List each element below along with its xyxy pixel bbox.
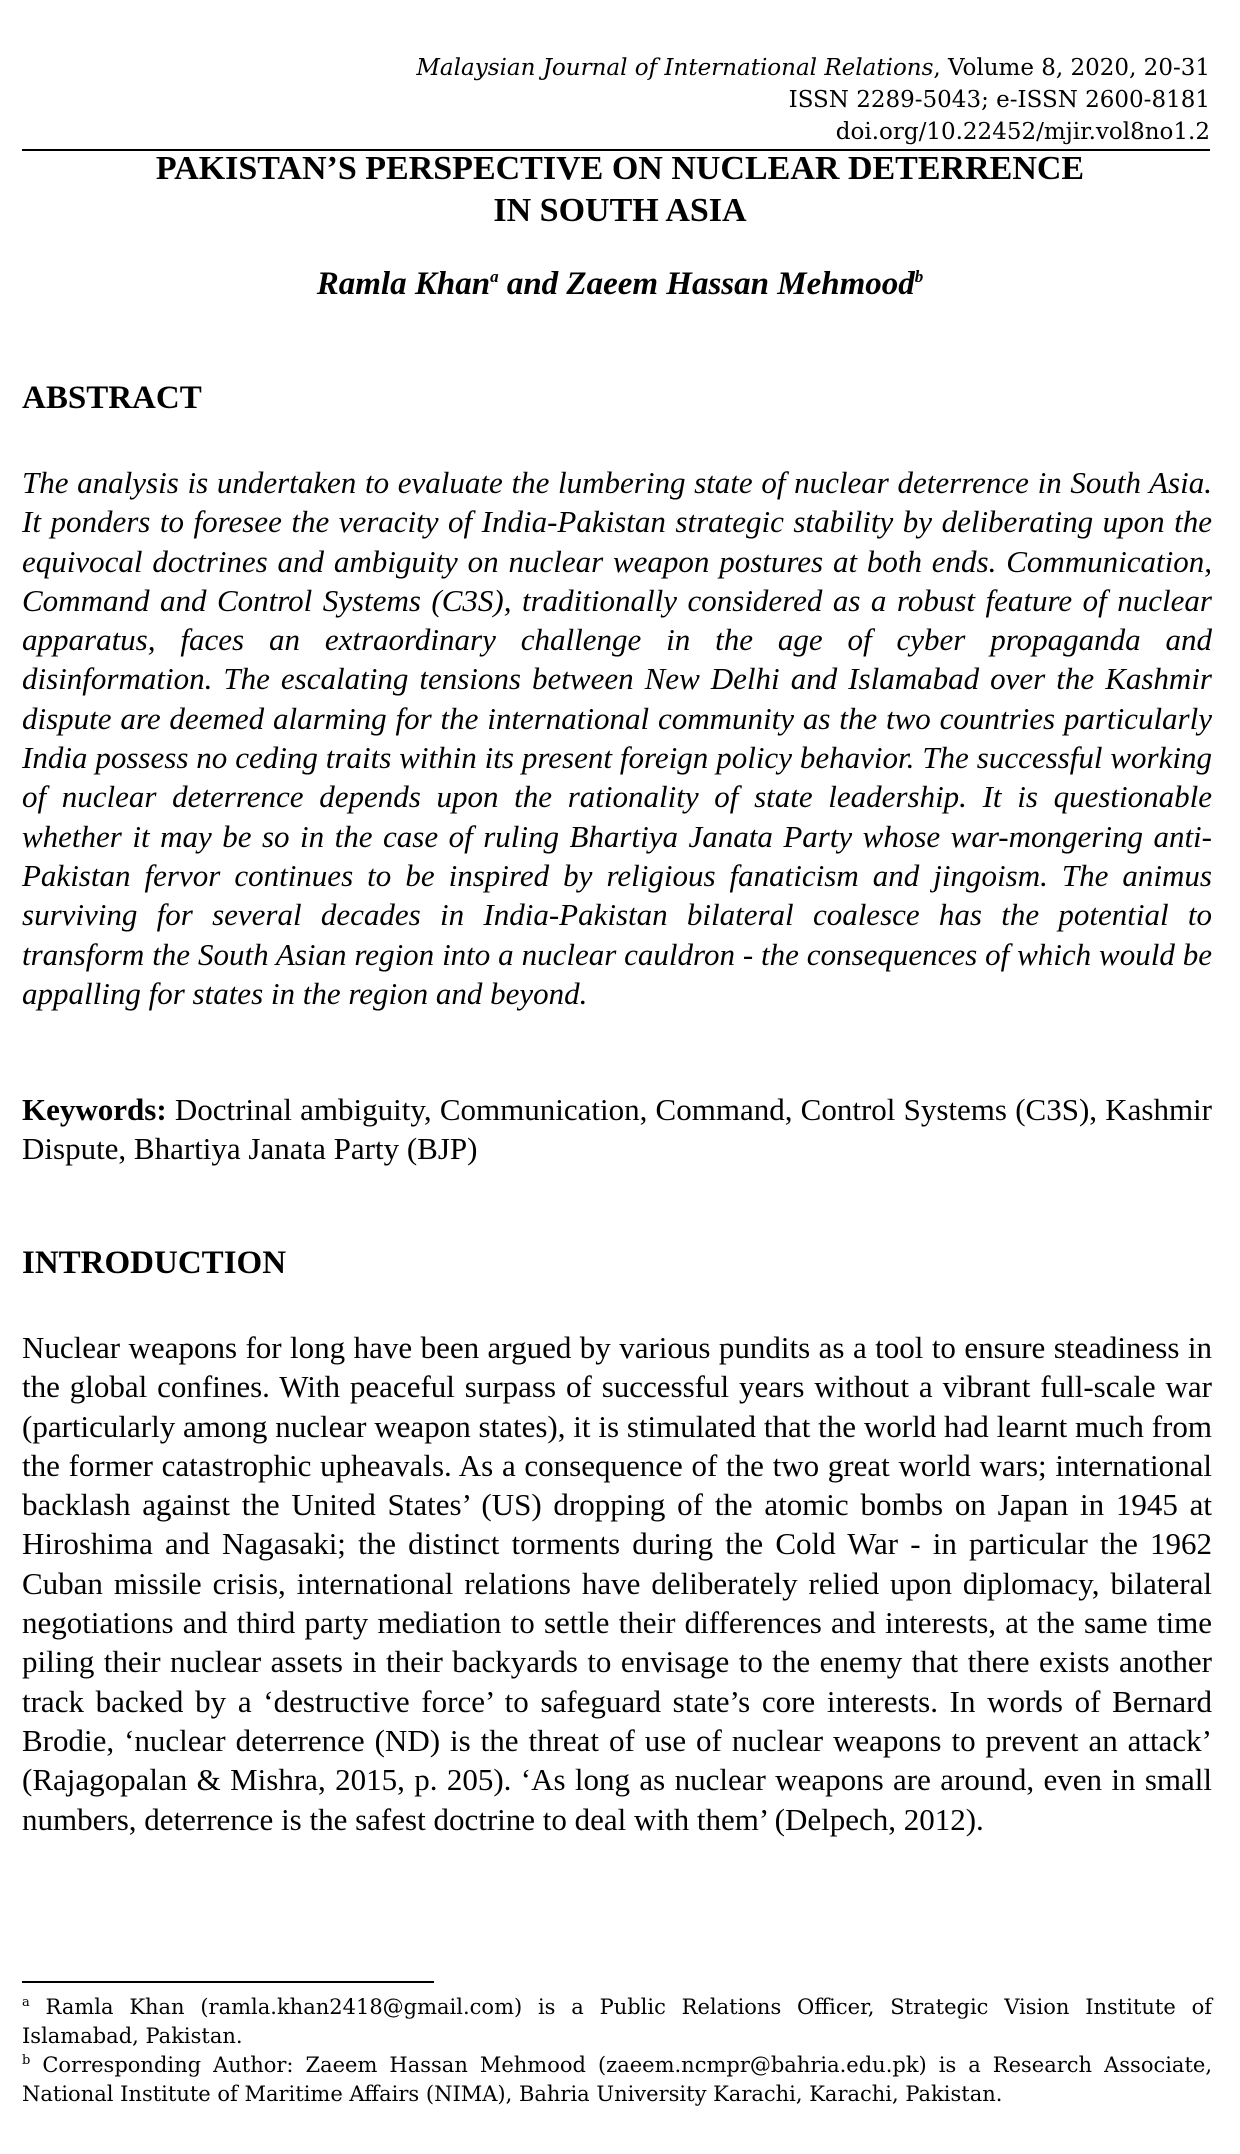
keywords-text: Doctrinal ambiguity, Communication, Command, Control Systems (C3S), Kashmir Dispute, Bhartiya Janata Party (BJP) — [22, 1092, 1212, 1166]
footnote-separator — [22, 1981, 434, 1983]
volume-info: , Volume 8, 2020, 20-31 — [933, 55, 1210, 81]
doi-line: doi.org/10.22452/mjir.vol8no1.2 — [835, 119, 1210, 145]
journal-header — [310, 52, 1210, 148]
author-1: Ramla Khan — [316, 266, 491, 302]
author-connector: and — [498, 266, 567, 302]
journal-citation-line — [310, 52, 1210, 84]
footnote-a-mark: a — [22, 1995, 30, 2010]
introduction-heading: INTRODUCTION — [22, 1245, 287, 1281]
introduction-text: Nuclear weapons for long have been argued by various pundits as a tool to ensure steadiness in the global confines. With peaceful surpass of successful years without a vibrant full-scale war (particularly among nuclear weapon states), it is stimulated that the world had learnt much from the former catastrophic upheavals. As a consequence of the two great world wars; international backlash against the United States’ (US) dropping of the atomic bombs on Japan in 1945 at Hiroshima and Nagasaki; the distinct torments during the Cold War - in particular the 1962 Cuban missile crisis, international relations have deliberately relied upon diplomacy, bilateral negotiations and third party mediation to settle their differences and interests, at the same time piling their nuclear assets in their backyards to envisage to the enemy that there exists another track backed by a ‘destructive force’ to safeguard state’s core interests. In words of Bernard Brodie, ‘nuclear deterrence (ND) is the threat of use of nuclear weapons to prevent an attack’ (Rajagopalan & Mishra, 2015, p. 205). ‘As long as nuclear weapons are around, even in small numbers, deterrence is the safest doctrine to deal with them’ (Delpech, 2012). — [22, 1330, 1212, 1837]
title-line-2: IN SOUTH ASIA — [493, 192, 747, 229]
footnotes — [22, 1993, 1212, 2109]
author-1-affiliation-mark: a — [490, 267, 499, 286]
footnote-b — [22, 2051, 1212, 2109]
footnote-a-text: Ramla Khan (ramla.khan2418@gmail.com) is a Public Relations Officer, Strategic Vision Institute of Islamabad, Pakistan. — [22, 1995, 1212, 2048]
author-2: Zaeem Hassan Mehmood — [566, 266, 915, 302]
paper-title — [0, 148, 1240, 232]
keywords-label: Keywords: — [22, 1092, 167, 1127]
footnote-b-mark: b — [22, 2053, 31, 2068]
author-line — [0, 264, 1240, 304]
issn-line: ISSN 2289-5043; e-ISSN 2600-8181 — [788, 87, 1210, 113]
journal-name: Malaysian Journal of International Relations — [416, 55, 934, 81]
abstract-heading: ABSTRACT — [22, 380, 202, 416]
footnote-b-text: Corresponding Author: Zaeem Hassan Mehmood (zaeem.ncmpr@bahria.edu.pk) is a Research Associate, National Institute of Maritime Affairs (NIMA), Bahria University Karachi, Karachi, Pakistan. — [22, 2053, 1212, 2106]
author-2-affiliation-mark: b — [914, 267, 924, 286]
abstract-text: The analysis is undertaken to evaluate the lumbering state of nuclear deterrence in South Asia. It ponders to foresee the veracity of India-Pakistan strategic stability by deliberating upon the equivocal doctrines and ambiguity on nuclear weapon postures at both ends. Communication, Command and Control Systems (C3S), traditionally considered as a robust feature of nuclear apparatus, faces an extraordinary challenge in the age of cyber propaganda and disinformation. The escalating tensions between New Delhi and Islamabad over the Kashmir dispute are deemed alarming for the international community as the two countries particularly India possess no ceding traits within its present foreign policy behavior. The successful working of nuclear deterrence depends upon the rationality of state leadership. It is questionable whether it may be so in the case of ruling Bhartiya Janata Party whose war-mongering anti-Pakistan fervor continues to be inspired by religious fanaticism and jingoism. The animus surviving for several decades in India-Pakistan bilateral coalesce has the potential to transform the South Asian region into a nuclear cauldron - the consequences of which would be appalling for states in the region and beyond. — [22, 465, 1212, 1011]
footnote-a — [22, 1993, 1212, 2051]
title-line-1: PAKISTAN’S PERSPECTIVE ON NUCLEAR DETERRENCE — [155, 150, 1085, 187]
keywords-block — [22, 1090, 1212, 1168]
